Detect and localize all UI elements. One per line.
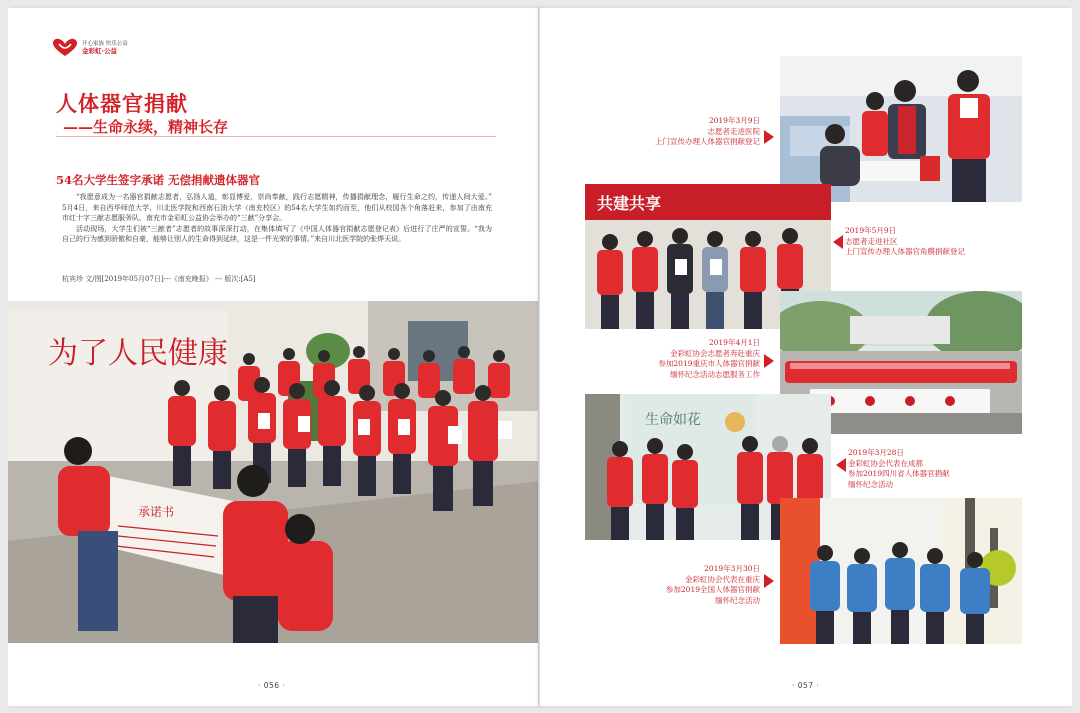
page-number: · 056 · [258, 681, 286, 690]
caption-national: 2019年3月30日 金彩虹协会代表在重庆 参加2019全国人体器官捐献 缅怀纪念活动 [665, 564, 760, 605]
page-subtitle: ——生命永续，精神长存 [63, 118, 229, 136]
page-number: · 057 · [792, 681, 820, 690]
mural-text: 生命如花 [645, 412, 701, 428]
article-paragraph: “我愿意成为一名器官捐献志愿者，弘扬人道，彰显博爱，崇尚奉献，践行志愿精神，传播捐献理念，履行生命之约，传递人间大爱。” 5月4日，来自西华师范大学、川北医学院和西南石油大学（南充校区）的54名大学生如约而至，他们从校园各个角落赶来，参加了由南充市红十字三献志愿服务队、南充市金彩虹公益协会举办的“三献”分享会。 [62, 193, 492, 222]
left-page [8, 8, 540, 706]
students-pledge-photo [8, 301, 540, 643]
right-page [540, 8, 1072, 706]
page-title: 人体器官捐献 [56, 91, 188, 116]
arrow-left-icon [836, 458, 846, 472]
caption-chongqing-service: 2019年4月1日 金彩虹协会志愿者奔赴重庆 参加2019重庆市人体器官捐献 缅怀纪念活动志愿服务工作 [658, 338, 760, 379]
heart-logo-icon [52, 38, 78, 58]
national-memorial-photo [780, 498, 1022, 644]
hospital-visit-photo [780, 56, 1022, 202]
arrow-right-icon [764, 130, 774, 144]
caption-chengdu: 2019年3月28日 金彩虹协会代表在成都 参加2019四川省人体器官捐献 缅怀纪念活动 [848, 448, 950, 489]
pledge-sign-text: 承诺书 [138, 505, 175, 519]
arrow-left-icon [833, 235, 843, 249]
arrow-right-icon [764, 354, 774, 368]
brand-name: 金彩虹·公益 [82, 47, 117, 55]
article-credit: 杭宾珍 文/图[2019年05月07日]---《南充晚报》 --- 版次:[A5] [62, 275, 256, 283]
article-paragraph: 活动现场，大学生们被“三献者”志愿者的故事深深打动，在集体填写了《中国人体器官捐献志愿登记表》后进行了庄严的宣誓。“我为自己的行为感到骄傲和自豪，能够让别人的生命得到延续，这是一件光荣的事情。”来自川北医学院的张烨天说。 [62, 224, 492, 243]
brand-header [52, 38, 128, 58]
caption-hospital: 2019年3月9日 志愿者走进医院 上门宣传办理人体器官捐献登记 [655, 116, 760, 146]
wall-banner-text: 为了人民健康 [48, 336, 228, 371]
banner-text: 共建共享 [597, 194, 662, 213]
caption-community: 2019年5月9日 志愿者走进社区 上门宣传办理人体器官角膜捐献登记 [845, 226, 965, 256]
arrow-right-icon [764, 574, 774, 588]
article-body [62, 192, 492, 245]
title-divider [56, 136, 496, 137]
brand-tagline: 开心家族 快乐公益 [82, 41, 128, 47]
article-headline: 54名大学生签字承诺 无偿捐献遗体器官 [56, 173, 261, 187]
